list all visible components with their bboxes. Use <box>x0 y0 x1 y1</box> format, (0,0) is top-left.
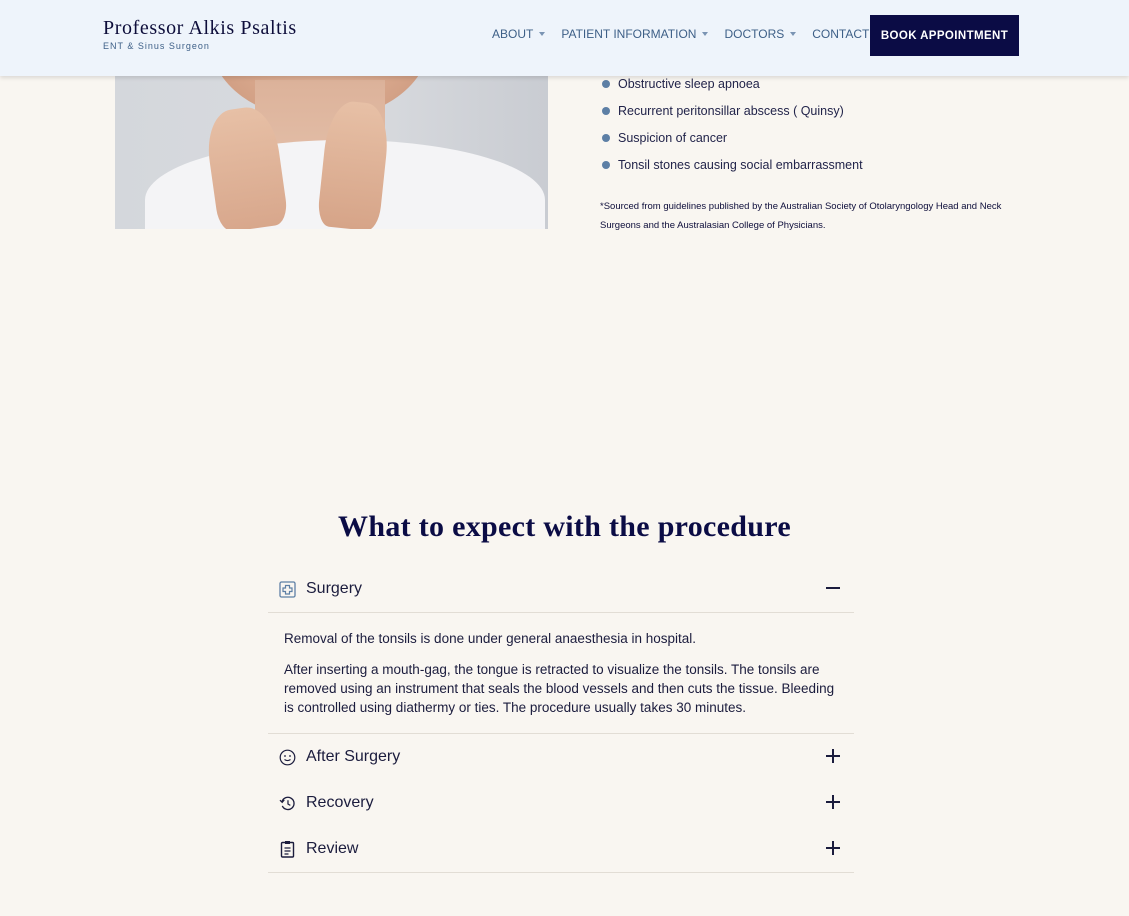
site-header <box>0 0 1129 76</box>
plus-icon[interactable] <box>826 841 840 855</box>
accordion-header-recovery[interactable] <box>268 780 854 826</box>
plus-icon[interactable] <box>826 795 840 809</box>
list-item: Tonsil stones causing social embarrassment <box>600 157 863 184</box>
site-logo[interactable] <box>103 17 297 51</box>
bullet-icon <box>602 80 610 88</box>
accordion-title: Recovery <box>306 794 374 811</box>
accordion-title: Review <box>306 840 359 857</box>
accordion-header-review[interactable] <box>268 826 854 872</box>
caret-down-icon <box>790 32 796 36</box>
smiley-face-icon <box>279 749 296 766</box>
bullet-icon <box>602 134 610 142</box>
accordion-header-after-surgery[interactable] <box>268 734 854 780</box>
section-title: What to expect with the procedure <box>338 510 791 543</box>
list-item: Obstructive sleep apnoea <box>600 76 863 103</box>
nav-item-about[interactable] <box>492 27 545 41</box>
minus-icon[interactable] <box>826 581 840 595</box>
nav-item-label: DOCTORS <box>724 27 785 41</box>
nav-item-label: ABOUT <box>492 27 534 41</box>
list-item: Suspicion of cancer <box>600 130 863 157</box>
accordion-title: Surgery <box>306 580 363 597</box>
accordion-item-review <box>268 826 854 873</box>
paragraph: After inserting a mouth-gag, the tongue is retracted to visualize the tonsils. The tonsils are removed using an instrument that seals the blood vessels and then cuts the tissue. Bleeding is controlled using diathermy or ties. The procedure usually takes 30 minutes. <box>284 662 835 715</box>
main-nav <box>492 27 885 41</box>
accordion-item-surgery <box>268 566 854 734</box>
accordion-item-recovery <box>268 780 854 826</box>
nav-item-label: PATIENT INFORMATION <box>561 27 697 41</box>
list-item: Recurrent peritonsillar abscess ( Quinsy) <box>600 103 863 130</box>
paragraph: Removal of the tonsils is done under general anaesthesia in hospital. <box>284 631 697 646</box>
nav-item-contact[interactable] <box>812 27 869 41</box>
accordion-title: After Surgery <box>306 748 401 765</box>
accordion-body-surgery <box>268 612 854 733</box>
caret-down-icon <box>702 32 708 36</box>
source-note: *Sourced from guidelines published by the Australian Society of Otolaryngology Head and Neck Surgeons and the Australasian College of Physicians. <box>600 201 1002 231</box>
nav-item-doctors[interactable] <box>724 27 796 41</box>
logo-subtitle: ENT & Sinus Surgeon <box>103 41 210 51</box>
logo-name: Professor Alkis Psaltis <box>103 17 297 39</box>
accordion-item-after-surgery <box>268 734 854 780</box>
indications-list <box>600 76 863 184</box>
book-appointment-button[interactable]: BOOK APPOINTMENT <box>870 15 1019 56</box>
bullet-icon <box>602 161 610 169</box>
accordion-header-surgery[interactable] <box>268 566 854 612</box>
procedure-accordion <box>268 566 854 873</box>
plus-icon[interactable] <box>826 749 840 763</box>
clipboard-icon <box>279 841 296 858</box>
history-clock-icon <box>279 795 296 812</box>
nav-item-patient-information[interactable] <box>561 27 708 41</box>
nav-item-label: CONTACT <box>812 27 870 41</box>
bullet-icon <box>602 107 610 115</box>
caret-down-icon <box>539 32 545 36</box>
medical-cross-icon <box>279 581 296 598</box>
